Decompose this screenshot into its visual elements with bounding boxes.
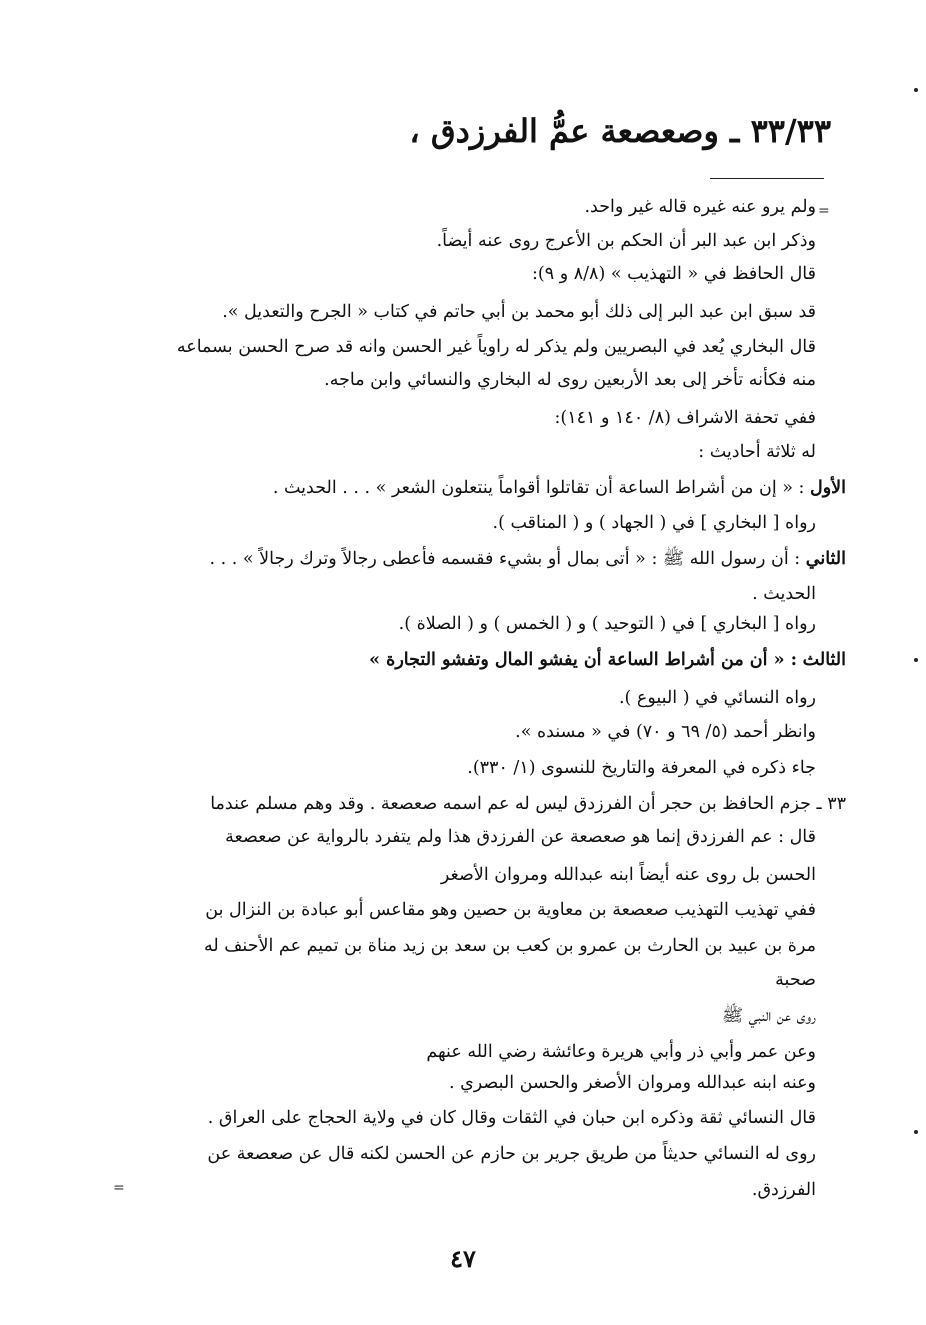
text-line: صحبة [775, 970, 816, 990]
text-line: قال الحافظ في « التهذيب » (٨/٨ و ٩): [532, 264, 816, 284]
footnote-separator [710, 178, 824, 179]
margin-dot [914, 1130, 918, 1134]
text-line: قال البخاري يُعد في البصريين ولم يذكر له راوياً غير الحسن وانه قد صرح الحسن بسماعه [176, 337, 816, 357]
text-line: روى له النسائي حديثاً من طريق جرير بن حازم عن الحسن لكنه قال عن صعصعة عن [207, 1144, 816, 1164]
text-line: وذكر ابن عبد البر أن الحكم بن الأعرج روى عنه أيضاً. [436, 231, 816, 251]
text-line: مرة بن عبيد بن الحارث بن عمرو بن كعب بن سعد بن زيد مناة بن تميم عم الأحنف له [204, 936, 816, 956]
text-line: وانظر أحمد (٥/ ٦٩ و ٧٠) في « مسنده ». [515, 722, 816, 742]
text-line: جاء ذكره في المعرفة والتاريخ للنسوى (١/ ٣٣٠). [467, 758, 816, 778]
hadith-line [186, 648, 846, 672]
text-line: قال : عم الفرزدق إنما هو صعصعة عن الفرزدق هذا ولم يتفرد بالرواية عن صعصعة [225, 827, 816, 847]
text-line: ٣٣ ـ جزم الحافظ بن حجر أن الفرزدق ليس له عم اسمه صعصعة . وقد وهم مسلم عندما [210, 794, 846, 814]
text-line: رواه [ البخاري ] في ( التوحيد ) و ( الخمس ) و ( الصلاة ). [398, 614, 816, 634]
text-line: ففي تهذيب التهذيب صعصعة بن معاوية بن حصين وهو مقاعس أبو عبادة بن النزال بن [205, 900, 816, 920]
hadith-line [186, 476, 846, 500]
margin-dot [914, 658, 918, 662]
text-line: وعن عمر وأبي ذر وأبي هريرة وعائشة رضي الله عنهم [426, 1042, 816, 1062]
hadith-text: : « أن من أشراط الساعة أن يفشو المال وتفشو التجارة » [369, 650, 798, 670]
continuation-mark-top: = [818, 203, 830, 219]
hadith-ordinal: الثاني [805, 549, 846, 569]
text-line: الحديث . [752, 584, 816, 604]
text-line: روى عن النبي ﷺ [721, 1006, 816, 1026]
text-line: قد سبق ابن عبد البر إلى ذلك أبو محمد بن أبي حاتم في كتاب « الجرح والتعديل ». [222, 302, 816, 322]
text-line: وعنه ابنه عبدالله ومروان الأصغر والحسن البصري . [448, 1073, 816, 1093]
text-line: الحسن بل روى عنه أيضاً ابنه عبدالله ومروان الأصغر [440, 865, 816, 885]
page-number: ٤٧ [450, 1244, 476, 1273]
entry-heading: ٣٣/٣٣ ـ وصعصعة عمُّ الفرزدق ، [409, 112, 831, 150]
hadith-ordinal: الثالث [802, 650, 846, 670]
continuation-mark-bottom: = [113, 1180, 125, 1196]
text-line: منه فكأنه تأخر إلى بعد الأربعين روى له البخاري والنسائي وابن ماجه. [324, 370, 816, 390]
text-line: ففي تحفة الاشراف (٨/ ١٤٠ و ١٤١): [554, 408, 816, 428]
text-line: له ثلاثة أحاديث : [698, 442, 816, 462]
text-line: رواه النسائي في ( البيوع ). [618, 688, 816, 708]
hadith-ordinal: الأول [809, 478, 846, 498]
text-line: قال النسائي ثقة وذكره ابن حبان في الثقات وقال كان في ولاية الحجاج على العراق . [207, 1108, 816, 1128]
text-line: ولم يرو عنه غيره قاله غير واحد. [584, 197, 816, 217]
text-line: رواه [ البخاري ] في ( الجهاد ) و ( المناقب ). [492, 513, 816, 533]
hadith-line [166, 547, 846, 571]
hadith-text: : « إن من أشراط الساعة أن تقاتلوا أقواماً ينتعلون الشعر » . . . الحديث . [272, 478, 805, 498]
hadith-text: : أن رسول الله ﷺ : « أتى بمال أو بشيء فقسمه فأعطى رجالاً وترك رجالاً » . . . [209, 549, 801, 569]
text-line: الفرزدق. [751, 1180, 816, 1200]
margin-dot [914, 88, 918, 92]
